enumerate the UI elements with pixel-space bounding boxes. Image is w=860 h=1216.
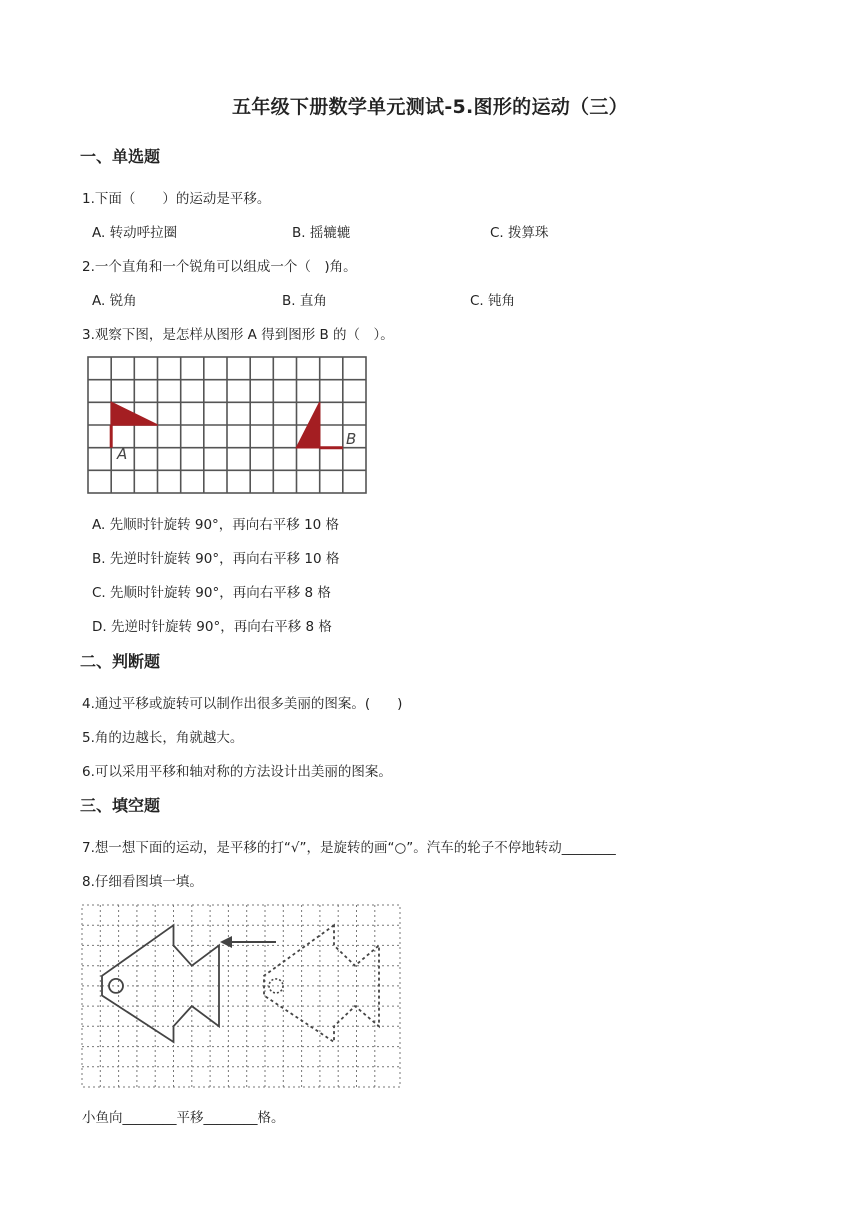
q2-option-c[interactable]: C. 钝角: [470, 293, 516, 309]
q3-option-d[interactable]: D. 先逆时针旋转 90°，再向右平移 8 格: [92, 619, 332, 635]
section-heading-single-choice: 一、单选题: [80, 147, 161, 166]
q2-option-b[interactable]: B. 直角: [282, 293, 327, 309]
q2-option-a[interactable]: A. 锐角: [92, 293, 137, 309]
q1-option-a[interactable]: A. 转动呼拉圈: [92, 225, 178, 241]
question-2: 2.一个直角和一个锐角可以组成一个（ )角。: [82, 259, 357, 275]
fish-dotted-eye: [269, 979, 283, 993]
q1-option-c[interactable]: C. 拨算珠: [490, 225, 549, 241]
q3-option-b[interactable]: B. 先逆时针旋转 90°，再向右平移 10 格: [92, 551, 340, 567]
q3-grid-figure: [86, 355, 370, 497]
q8-dotted-grid: [82, 905, 400, 1087]
label-a: A: [117, 445, 128, 463]
page-title: 五年级下册数学单元测试-5.图形的运动（三）: [232, 96, 628, 118]
q8-fish-figure: [80, 902, 402, 1090]
question-6: 6.可以采用平移和轴对称的方法设计出美丽的图案。: [82, 764, 392, 780]
question-7: 7.想一想下面的运动，是平移的打“√”，是旋转的画“○”。汽车的轮子不停地转动________: [82, 840, 616, 856]
question-3: 3.观察下图，是怎样从图形 A 得到图形 B 的（ ）。: [82, 327, 394, 343]
q3-option-c[interactable]: C. 先顺时针旋转 90°，再向右平移 8 格: [92, 585, 331, 601]
fish-dotted: [264, 925, 379, 1042]
question-4: 4.通过平移或旋转可以制作出很多美丽的图案。( ): [82, 696, 403, 712]
section-heading-true-false: 二、判断题: [80, 652, 161, 671]
q1-option-b[interactable]: B. 摇辘辘: [292, 225, 351, 241]
arrow-head: [220, 936, 232, 948]
fish-solid: [102, 925, 219, 1042]
question-1: 1.下面（ ）的运动是平移。: [82, 191, 271, 207]
q8-answer-line: 小鱼向________平移________格。: [82, 1110, 285, 1126]
fish-solid-eye: [109, 979, 123, 993]
label-b: B: [346, 430, 357, 448]
section-heading-fill-blank: 三、填空题: [80, 796, 161, 815]
question-8: 8.仔细看图填一填。: [82, 874, 203, 890]
q3-option-a[interactable]: A. 先顺时针旋转 90°，再向右平移 10 格: [92, 517, 340, 533]
question-5: 5.角的边越长，角就越大。: [82, 730, 244, 746]
